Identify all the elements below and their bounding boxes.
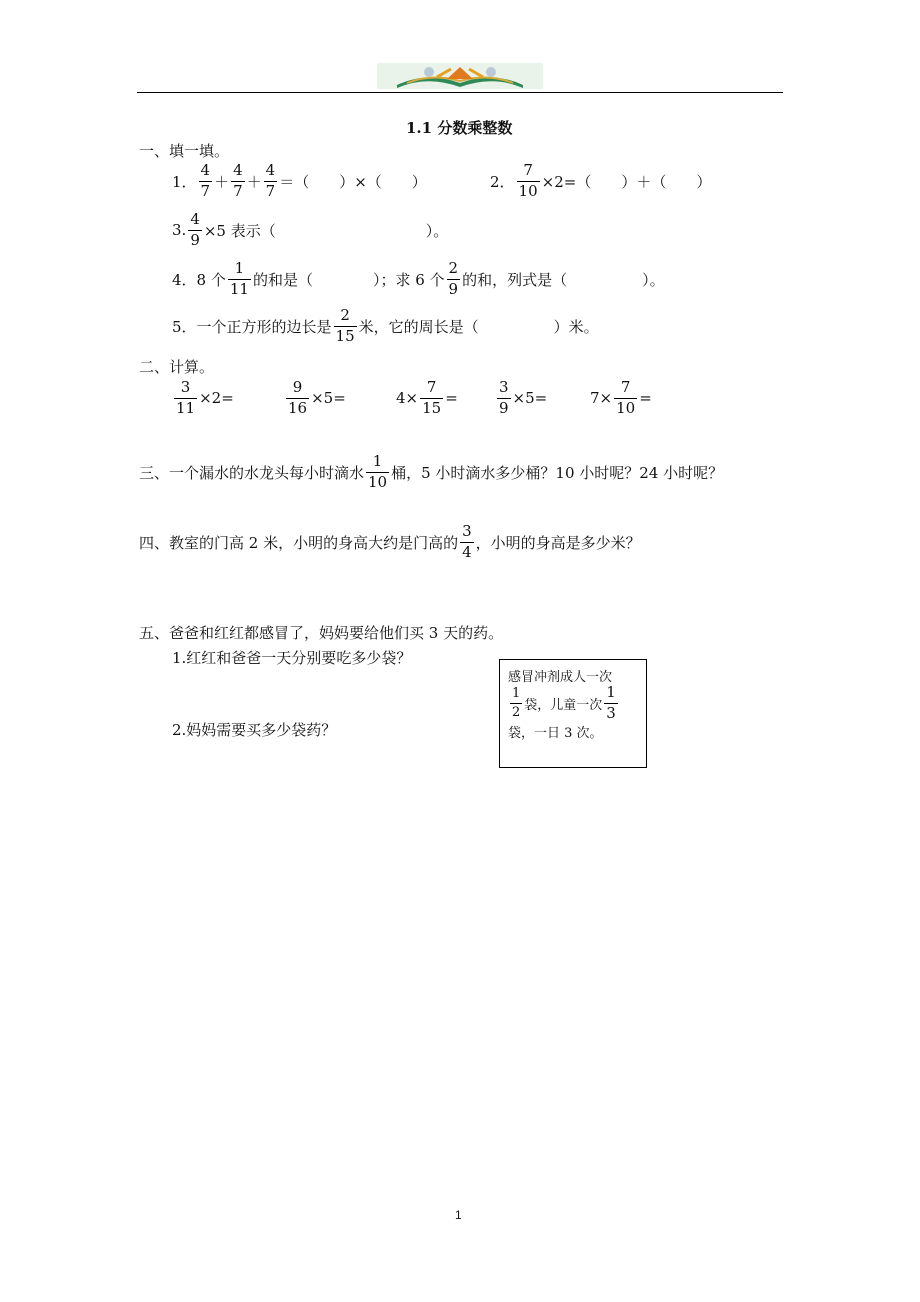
fraction: $\frac{1}{2}$ — [512, 686, 521, 720]
calc-item-2: $\frac{9}{16}$ ×5= — [288, 378, 346, 417]
question-1-2 — [490, 163, 711, 200]
page-number: 1 — [455, 1208, 462, 1222]
section3-question: 三、一个漏水的水龙头每小时滴水 $\frac{1}{10}$ 桶，5 小时滴水多少桶？10 小时呢？24 小时呢？ — [139, 452, 724, 491]
section1-heading: 一、填一填。 — [139, 142, 230, 160]
calc-item-1: $\frac{3}{11}$ ×2= — [176, 378, 234, 417]
q-number: 2． — [490, 172, 515, 191]
fraction: $\frac{7}{10}$ — [616, 378, 636, 417]
calc-item-5: 7× $\frac{7}{10}$ = — [590, 378, 652, 417]
section5-q2: 2.妈妈需要买多少袋药？ — [172, 721, 337, 739]
fraction: $\frac{1}{3}$ — [606, 683, 616, 722]
fraction: $\frac{9}{16}$ — [288, 378, 308, 417]
answer-blank: ×2=（ ）＋（ ） — [541, 172, 712, 191]
section5-heading: 五、爸爸和红红都感冒了，妈妈要给他们买 3 天的药。 — [139, 624, 504, 642]
calc-item-3: 4× $\frac{7}{15}$ = — [396, 378, 458, 417]
answer-blank: ×5 表示（ ）。 — [203, 221, 449, 240]
q-number: 1． — [172, 172, 197, 191]
box-line-3: 袋，一日 3 次。 — [508, 725, 603, 741]
fraction: $\frac{7}{10}$ — [518, 161, 538, 200]
answer-blank: 的和，列式是（ ）。 — [462, 270, 665, 289]
fraction: $\frac{3}{4}$ — [462, 522, 472, 561]
box-line-2: $\frac{1}{2}$ 袋，儿童一次 $\frac{1}{3}$ — [512, 683, 616, 722]
section5-q1: 1.红红和爸爸一天分别要吃多少袋？ — [172, 649, 412, 667]
fraction: $\frac{4}{7}$ — [233, 161, 243, 200]
q-text: 的和是（ ）；求 6 个 — [252, 270, 445, 289]
question-1-1 — [172, 163, 427, 200]
q-text: 4．8 个 — [172, 270, 226, 289]
answer-blank: 米，它的周长是（ ）米。 — [358, 317, 599, 336]
section2-heading: 二、计算。 — [139, 358, 215, 376]
q-number: 3. — [172, 221, 187, 240]
fraction: $\frac{4}{7}$ — [265, 161, 276, 200]
fraction: $\frac{3}{11}$ — [176, 378, 196, 417]
fraction: $\frac{1}{10}$ — [368, 452, 388, 491]
plus-sign: ＋ — [246, 172, 262, 191]
q-text: 5．一个正方形的边长是 — [172, 317, 332, 336]
box-line-1: 感冒冲剂成人一次 — [508, 670, 613, 685]
medicine-info-box — [499, 659, 647, 768]
book-with-children-logo — [377, 63, 543, 89]
header-rule — [137, 92, 783, 93]
page-title: 1.1 分数乘整数 — [406, 119, 513, 137]
fraction: $\frac{2}{15}$ — [335, 306, 355, 345]
fraction: $\frac{4}{7}$ — [200, 161, 211, 200]
fraction: $\frac{4}{9}$ — [190, 210, 200, 249]
fraction: $\frac{1}{11}$ — [229, 259, 249, 298]
plus-sign: ＋ — [214, 172, 230, 191]
fraction: $\frac{3}{9}$ — [499, 378, 509, 417]
question-1-5 — [172, 308, 599, 345]
section4-question: 四、教室的门高 2 米，小明的身高大约是门高的 $\frac{3}{4}$ ，小明的身高是多少米？ — [139, 522, 641, 561]
fraction: $\frac{2}{9}$ — [448, 259, 459, 298]
fraction: $\frac{7}{15}$ — [422, 378, 442, 417]
question-1-3 — [172, 212, 448, 249]
question-1-4 — [172, 261, 665, 298]
calc-item-4: $\frac{3}{9}$ ×5= — [499, 378, 548, 417]
answer-blank: ＝（ ）×（ ） — [279, 172, 427, 191]
